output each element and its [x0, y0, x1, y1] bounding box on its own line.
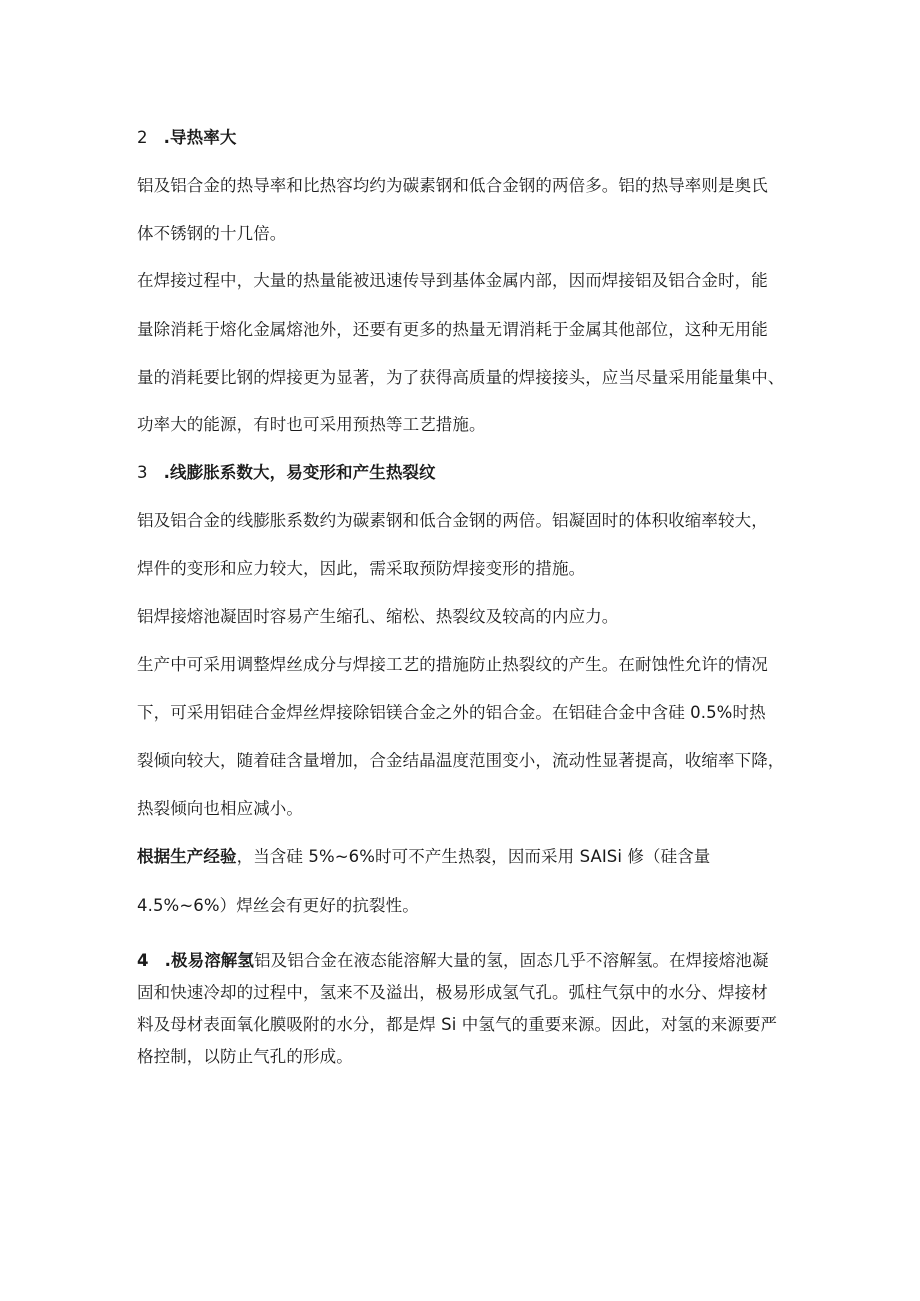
- section-3-heading: [137, 462, 436, 484]
- paragraph-line: 在焊接过程中，大量的热量能被迅速传导到基体金属内部，因而焊接铝及铝合金时，能: [137, 271, 768, 290]
- paragraph-line: 量除消耗于熔化金属熔池外，还要有更多的热量无谓消耗于金属其他部位，这种无用能: [137, 320, 768, 339]
- paragraph-line: 铝及铝合金的线膨胀系数约为碳素钢和低合金钢的两倍。铝凝固时的体积收缩率较大，: [137, 511, 768, 530]
- paragraph-line: 功率大的能源，有时也可采用预热等工艺措施。: [137, 415, 486, 434]
- section-3-title: .线膨胀系数大，易变形和产生热裂纹: [163, 463, 436, 482]
- paragraph-line: 格控制，以防止气孔的形成。: [137, 1047, 353, 1066]
- paragraph-line: 固和快速冷却的过程中，氢来不及溢出，极易形成氢气孔。弧柱气氛中的水分、焊接材: [137, 983, 768, 1002]
- paragraph-line: 裂倾向较大，随着硅含量增加，合金结晶温度范围变小，流动性显著提高，收缩率下降，: [137, 751, 785, 770]
- paragraph-line: 体不锈钢的十几倍。: [137, 224, 287, 243]
- paragraph-line: 下，可采用铝硅合金焊丝焊接除铝镁合金之外的铝合金。在铝硅合金中含硅 0.5%时热: [137, 703, 766, 722]
- section-2-heading: [137, 127, 236, 149]
- section-3-number: 3: [137, 463, 148, 482]
- paragraph-line: 焊件的变形和应力较大，因此，需采取预防焊接变形的措施。: [137, 559, 586, 578]
- paragraph-line: [137, 846, 710, 868]
- paragraph-line: 4.5%~6%）焊丝会有更好的抗裂性。: [137, 896, 419, 915]
- section-4-title: .极易溶解氢: [164, 951, 255, 970]
- paragraph-line: 生产中可采用调整焊丝成分与焊接工艺的措施防止热裂纹的产生。在耐蚀性允许的情况: [137, 655, 768, 674]
- section-2-title: .导热率大: [163, 128, 237, 147]
- paragraph-line: 铝及铝合金的热导率和比热容均约为碳素钢和低合金钢的两倍多。铝的热导率则是奥氏: [137, 176, 768, 195]
- section-4-number: 4: [137, 951, 149, 970]
- section-4-heading: [137, 950, 769, 972]
- paragraph-line: 热裂倾向也相应减小。: [137, 799, 303, 818]
- paragraph-text: ，当含硅 5%~6%时可不产生热裂，因而采用 SAISi 修（硅含量: [236, 847, 711, 866]
- section-2-number: 2: [137, 128, 148, 147]
- paragraph-line: 铝焊接熔池凝固时容易产生缩孔、缩松、热裂纹及较高的内应力。: [137, 607, 619, 626]
- paragraph-text: 铝及铝合金在液态能溶解大量的氢，固态几乎不溶解氢。在焊接熔池凝: [254, 951, 769, 970]
- paragraph-line: 料及母材表面氧化膜吸附的水分，都是焊 Si 中氢气的重要来源。因此，对氢的来源要严: [137, 1015, 778, 1034]
- bold-lead-text: 根据生产经验: [137, 847, 237, 866]
- paragraph-line: 量的消耗要比钢的焊接更为显著，为了获得高质量的焊接接头，应当尽量采用能量集中、: [137, 368, 785, 387]
